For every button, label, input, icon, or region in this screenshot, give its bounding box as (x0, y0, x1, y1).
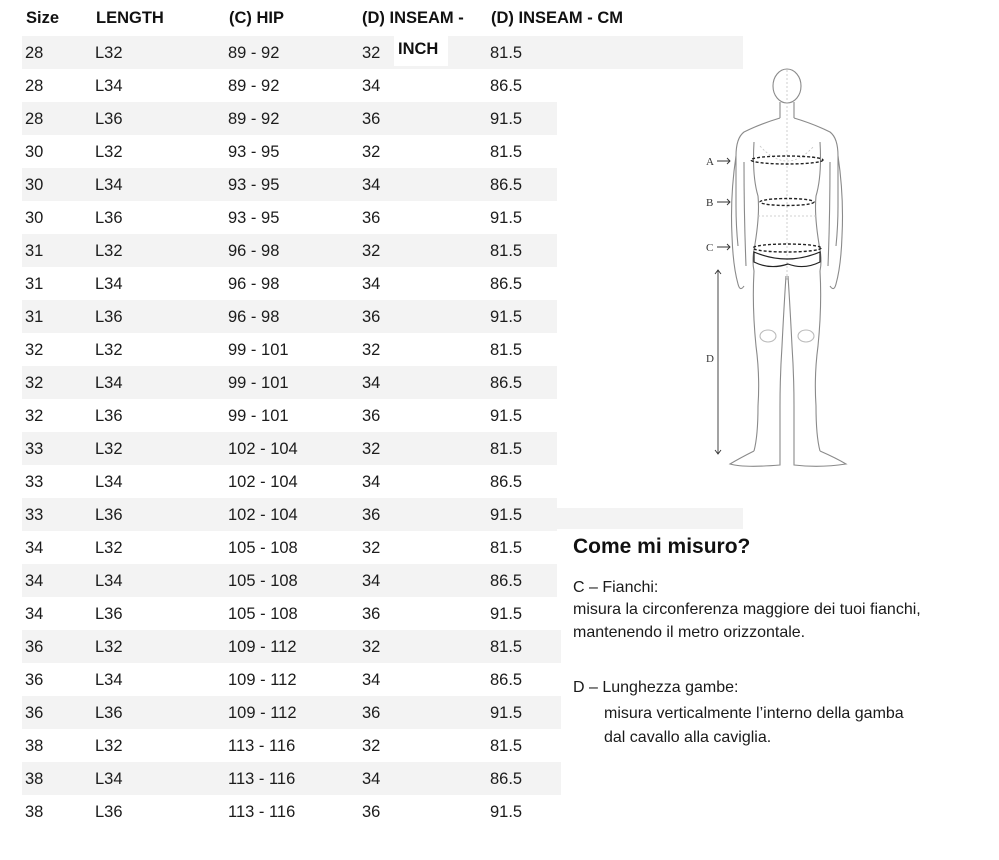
cell-size: 33 (25, 473, 44, 491)
cell-length: L36 (95, 407, 123, 425)
cell-size: 33 (25, 440, 44, 458)
mannequin-illustration (700, 66, 850, 476)
cell-inseam-inch: 32 (362, 539, 381, 557)
legs-label: D – Lunghezza gambe: (573, 679, 739, 696)
cell-inseam-inch: 34 (362, 671, 381, 689)
body-measurement-figure (700, 66, 850, 476)
table-row (22, 135, 557, 168)
cell-hip: 96 - 98 (228, 242, 280, 260)
cell-inseam-cm: 91.5 (490, 407, 523, 425)
cell-length: L32 (95, 341, 123, 359)
cell-inseam-cm: 81.5 (490, 341, 523, 359)
header-size: Size (26, 9, 60, 27)
cell-inseam-cm: 91.5 (490, 209, 523, 227)
cell-hip: 99 - 101 (228, 407, 289, 425)
cell-inseam-cm: 91.5 (490, 605, 523, 623)
hips-label: C – Fianchi: (573, 579, 659, 596)
legs-instruction-1: misura verticalmente l’interno della gamba (604, 705, 904, 722)
cell-hip: 102 - 104 (228, 440, 298, 458)
cell-hip: 89 - 92 (228, 77, 280, 95)
table-row (22, 69, 557, 102)
cell-size: 30 (25, 209, 44, 227)
cell-length: L34 (95, 572, 123, 590)
cell-inseam-cm: 81.5 (490, 539, 523, 557)
cell-inseam-cm: 81.5 (490, 638, 523, 656)
cell-size: 34 (25, 539, 44, 557)
header-inseam-inch: (D) INSEAM - (362, 9, 464, 27)
cell-length: L32 (95, 143, 123, 161)
cell-inseam-inch: 32 (362, 737, 381, 755)
cell-size: 36 (25, 638, 44, 656)
cell-size: 32 (25, 407, 44, 425)
cell-inseam-inch: 34 (362, 770, 381, 788)
cell-length: L34 (95, 671, 123, 689)
table-row (22, 36, 743, 69)
cell-length: L34 (95, 275, 123, 293)
cell-length: L36 (95, 110, 123, 128)
cell-size: 34 (25, 572, 44, 590)
cell-hip: 109 - 112 (228, 638, 297, 656)
legs-instruction-2: dal cavallo alla caviglia. (604, 729, 772, 746)
cell-size: 28 (25, 44, 44, 62)
cell-length: L34 (95, 374, 123, 392)
cell-hip: 105 - 108 (228, 605, 298, 623)
cell-inseam-inch: 32 (362, 242, 381, 260)
cell-inseam-cm: 81.5 (490, 242, 523, 260)
cell-hip: 93 - 95 (228, 209, 280, 227)
cell-inseam-cm: 86.5 (490, 176, 523, 194)
cell-length: L36 (95, 704, 123, 722)
table-row (22, 531, 557, 564)
divider-strip (557, 508, 743, 529)
table-row (22, 366, 557, 399)
table-row (22, 696, 561, 729)
label-a: A (706, 156, 714, 168)
cell-size: 38 (25, 803, 44, 821)
cell-inseam-cm: 86.5 (490, 374, 523, 392)
table-row (22, 234, 557, 267)
cell-length: L36 (95, 803, 123, 821)
cell-inseam-inch: 34 (362, 77, 381, 95)
cell-inseam-cm: 86.5 (490, 671, 523, 689)
table-row (22, 300, 557, 333)
cell-size: 28 (25, 77, 44, 95)
label-c: C (706, 242, 714, 254)
table-row (22, 267, 557, 300)
cell-inseam-inch: 36 (362, 110, 381, 128)
cell-inseam-cm: 86.5 (490, 275, 523, 293)
table-row (22, 399, 557, 432)
cell-hip: 113 - 116 (228, 770, 296, 788)
cell-inseam-cm: 81.5 (490, 737, 523, 755)
cell-length: L34 (95, 770, 123, 788)
cell-inseam-cm: 86.5 (490, 572, 523, 590)
cell-inseam-cm: 86.5 (490, 770, 523, 788)
cell-size: 32 (25, 341, 44, 359)
hips-instruction-2: mantenendo il metro orizzontale. (573, 624, 806, 641)
hips-instruction-1: misura la circonferenza maggiore dei tuoi fianchi, (573, 601, 921, 618)
cell-inseam-inch: 32 (362, 143, 381, 161)
cell-size: 38 (25, 770, 44, 788)
cell-length: L32 (95, 539, 123, 557)
cell-hip: 105 - 108 (228, 572, 298, 590)
table-row (22, 168, 557, 201)
cell-inseam-inch: 34 (362, 275, 381, 293)
cell-inseam-inch: 36 (362, 605, 381, 623)
cell-inseam-cm: 81.5 (490, 44, 523, 62)
cell-hip: 96 - 98 (228, 275, 280, 293)
cell-hip: 93 - 95 (228, 176, 280, 194)
label-d: D (706, 353, 714, 365)
cell-length: L34 (95, 473, 123, 491)
table-row (22, 333, 557, 366)
cell-length: L36 (95, 605, 123, 623)
cell-inseam-cm: 91.5 (490, 110, 523, 128)
cell-inseam-cm: 91.5 (490, 704, 523, 722)
table-row (22, 729, 561, 762)
cell-inseam-inch: 32 (362, 638, 381, 656)
cell-inseam-inch: 36 (362, 407, 381, 425)
table-row (22, 201, 557, 234)
cell-size: 32 (25, 374, 44, 392)
header-hip: (C) HIP (229, 9, 284, 27)
cell-hip: 99 - 101 (228, 341, 289, 359)
cell-inseam-cm: 86.5 (490, 77, 523, 95)
cell-length: L32 (95, 44, 123, 62)
cell-size: 36 (25, 704, 44, 722)
cell-length: L34 (95, 176, 123, 194)
cell-hip: 93 - 95 (228, 143, 280, 161)
cell-size: 33 (25, 506, 44, 524)
table-row (22, 663, 561, 696)
cell-inseam-inch: 34 (362, 572, 381, 590)
cell-inseam-cm: 91.5 (490, 803, 523, 821)
cell-inseam-cm: 91.5 (490, 308, 523, 326)
cell-length: L32 (95, 242, 123, 260)
cell-inseam-inch: 36 (362, 308, 381, 326)
cell-size: 38 (25, 737, 44, 755)
cell-hip: 113 - 116 (228, 803, 296, 821)
table-row (22, 432, 557, 465)
cell-inseam-inch: 34 (362, 473, 381, 491)
cell-hip: 89 - 92 (228, 44, 280, 62)
cell-hip: 102 - 104 (228, 473, 298, 491)
cell-size: 28 (25, 110, 44, 128)
table-row (22, 465, 557, 498)
cell-hip: 89 - 92 (228, 110, 280, 128)
cell-inseam-inch: 34 (362, 374, 381, 392)
header-inseam-inch-unit: INCH (398, 40, 439, 58)
cell-inseam-cm: 91.5 (490, 506, 523, 524)
cell-length: L36 (95, 506, 123, 524)
cell-hip: 109 - 112 (228, 704, 297, 722)
cell-inseam-inch: 32 (362, 440, 381, 458)
cell-size: 30 (25, 143, 44, 161)
cell-size: 34 (25, 605, 44, 623)
label-b: B (706, 197, 714, 209)
cell-length: L32 (95, 638, 123, 656)
table-row (22, 498, 557, 531)
cell-inseam-inch: 32 (362, 341, 381, 359)
cell-size: 31 (25, 275, 44, 293)
cell-length: L34 (95, 77, 123, 95)
table-row (22, 762, 561, 795)
cell-inseam-inch: 36 (362, 803, 381, 821)
table-row (22, 795, 561, 828)
cell-size: 36 (25, 671, 44, 689)
cell-inseam-inch: 32 (362, 44, 381, 62)
cell-inseam-inch: 36 (362, 506, 381, 524)
how-to-measure-title: Come mi misuro? (573, 535, 751, 558)
cell-inseam-inch: 36 (362, 209, 381, 227)
cell-inseam-inch: 34 (362, 176, 381, 194)
cell-size: 30 (25, 176, 44, 194)
cell-length: L36 (95, 308, 123, 326)
cell-size: 31 (25, 242, 44, 260)
cell-inseam-cm: 81.5 (490, 440, 523, 458)
header-length: LENGTH (96, 9, 164, 27)
cell-hip: 105 - 108 (228, 539, 298, 557)
cell-hip: 102 - 104 (228, 506, 298, 524)
table-row (22, 597, 557, 630)
cell-inseam-inch: 36 (362, 704, 381, 722)
cell-hip: 99 - 101 (228, 374, 289, 392)
header-inseam-cm: (D) INSEAM - CM (491, 9, 623, 27)
cell-inseam-cm: 86.5 (490, 473, 523, 491)
cell-hip: 109 - 112 (228, 671, 297, 689)
cell-inseam-cm: 81.5 (490, 143, 523, 161)
table-row (22, 630, 561, 663)
cell-length: L32 (95, 440, 123, 458)
table-row (22, 564, 557, 597)
cell-length: L36 (95, 209, 123, 227)
cell-size: 31 (25, 308, 44, 326)
cell-hip: 113 - 116 (228, 737, 296, 755)
cell-length: L32 (95, 737, 123, 755)
cell-hip: 96 - 98 (228, 308, 280, 326)
table-row (22, 102, 557, 135)
